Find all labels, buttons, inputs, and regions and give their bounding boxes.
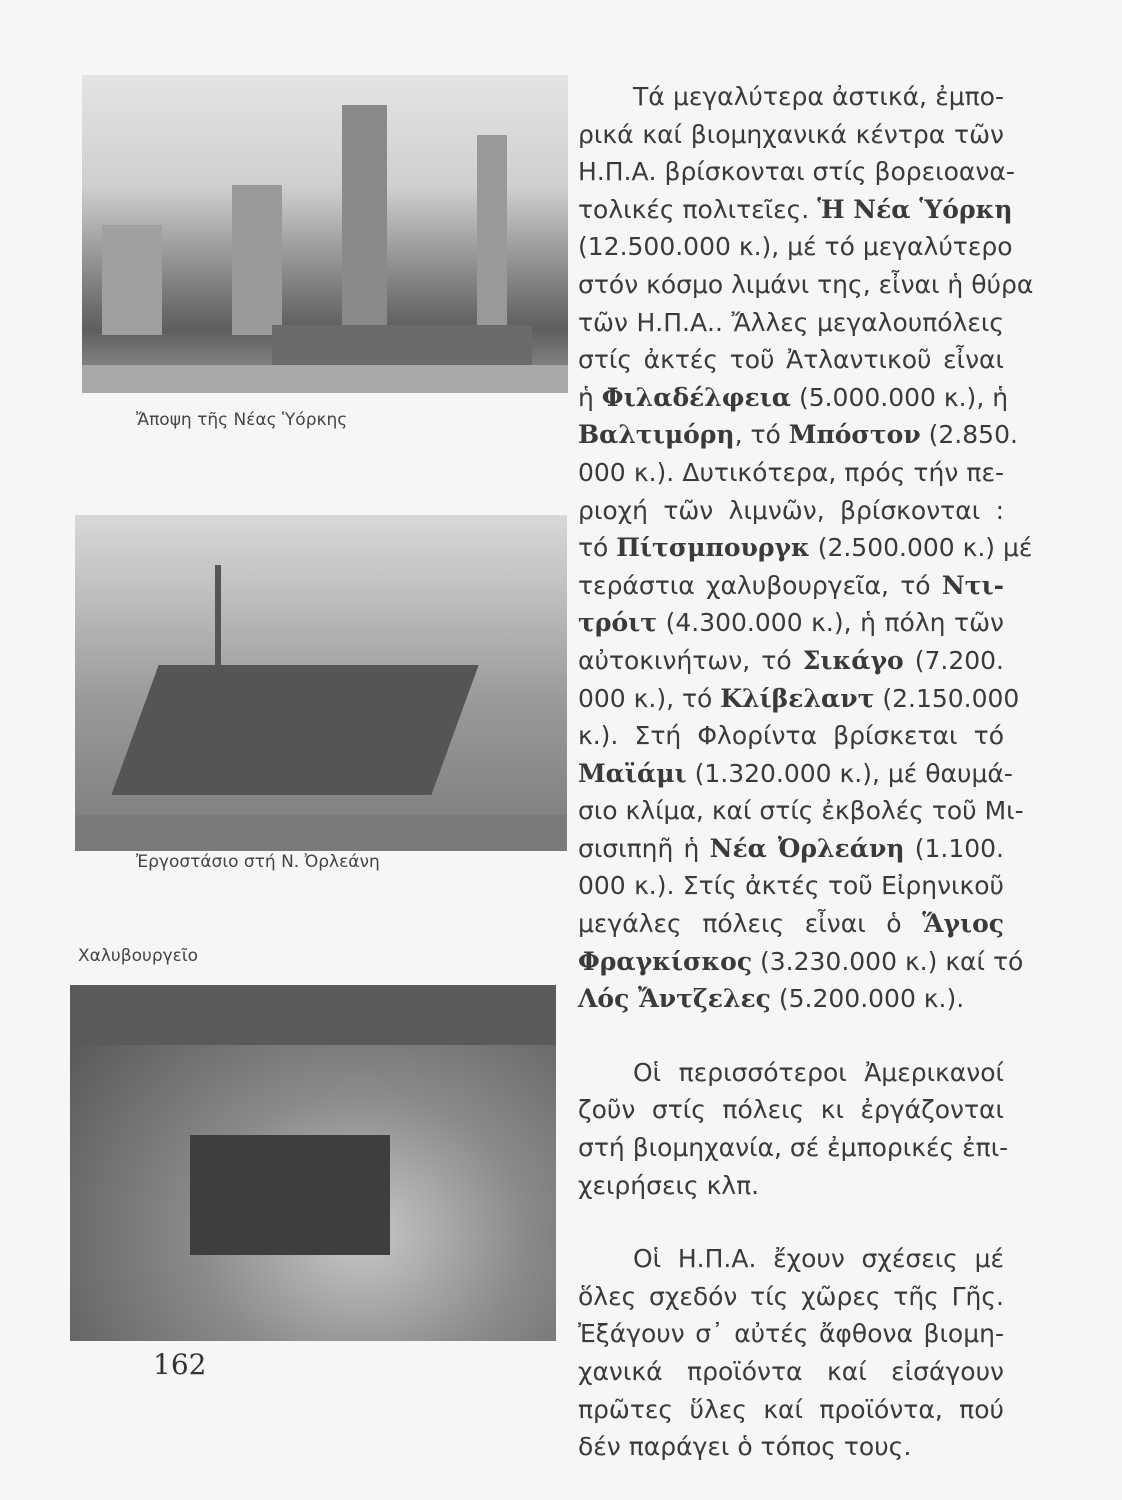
paragraph-gap xyxy=(578,1204,1004,1240)
text-segment: Ἐξάγουν σ᾿ αὐτές ἄφθονα βιομη- xyxy=(578,1319,1004,1349)
text-line xyxy=(578,1167,1004,1205)
text-line xyxy=(578,228,1013,266)
text-segment: 000 κ.). Στίς ἀκτές τοῦ Εἰρηνικοῦ xyxy=(578,871,1004,901)
text-segment: αὐτοκινήτων, τό xyxy=(578,645,803,675)
city-name: Μαϊάμι xyxy=(578,758,687,788)
text-segment: χειρήσεις κλπ. xyxy=(578,1170,760,1200)
text-segment: στίς ἀκτές τοῦ Ἀτλαντικοῦ εἶναι xyxy=(578,345,1004,375)
text-segment: μεγάλες πόλεις εἶναι ὁ xyxy=(578,909,923,939)
city-name: Νέα Ὀρλεάνη xyxy=(709,833,905,863)
text-line xyxy=(578,191,1013,229)
text-line xyxy=(578,1315,1004,1353)
text-line xyxy=(578,416,1018,454)
text-line xyxy=(578,604,1004,642)
text-line xyxy=(578,304,1004,342)
text-segment: (1.320.000 κ.), μέ θαυμά- xyxy=(686,758,1013,788)
new-york-caption: Ἄποψη τῆς Νέας Ὑόρκης xyxy=(136,410,348,430)
city-name: Φιλαδέλφεια xyxy=(601,382,791,412)
text-segment: (1.100. xyxy=(904,833,1004,863)
text-line xyxy=(578,943,1024,981)
text-line xyxy=(578,680,1020,718)
text-segment: (7.200. xyxy=(903,645,1005,675)
city-name: Ἅγιος xyxy=(922,909,1004,939)
text-line xyxy=(578,454,1004,492)
text-segment: (2.850. xyxy=(920,420,1018,450)
text-segment: 000 κ.). Δυτικότερα, πρός τήν πε- xyxy=(578,457,1004,487)
text-line xyxy=(578,341,1004,379)
text-line xyxy=(578,867,1004,905)
text-segment: ζοῦν στίς πόλεις κι ἐργάζονται xyxy=(578,1095,1004,1125)
text-segment: (2.500.000 κ.) μέ xyxy=(809,533,1033,563)
text-segment: ριοχή τῶν λιμνῶν, βρίσκονται : xyxy=(578,495,1004,525)
text-line xyxy=(578,78,1004,116)
text-line xyxy=(578,717,1004,755)
text-segment: ὅλες σχεδόν τίς χῶρες τῆς Γῆς. xyxy=(578,1281,1004,1311)
text-segment: (4.300.000 κ.), ἡ πόλη τῶν xyxy=(657,608,1004,638)
text-line xyxy=(578,755,1013,793)
city-name: Κλίβελαντ xyxy=(720,683,875,713)
page-number: 162 xyxy=(153,1348,207,1381)
text-segment: τεράστια χαλυβουργεῖα, τό xyxy=(578,570,942,600)
paragraph xyxy=(578,78,1034,1018)
text-line xyxy=(578,492,1004,530)
city-name: Λός Ἄντζελες xyxy=(578,984,771,1014)
text-line xyxy=(578,792,1024,830)
factory-caption: Ἐργοστάσιο στή Ν. Ὀρλεάνη xyxy=(136,852,380,872)
text-line xyxy=(578,116,1004,154)
text-segment: τολικές πολιτεῖες. xyxy=(578,194,818,224)
text-segment: Οἱ περισσότεροι Ἀμερικανοί xyxy=(633,1057,1004,1087)
text-segment: (5.200.000 κ.). xyxy=(770,984,965,1014)
text-line xyxy=(578,567,1004,605)
steelworks-photo xyxy=(70,985,556,1341)
text-line xyxy=(578,980,1004,1018)
text-line xyxy=(578,379,1009,417)
text-line xyxy=(578,1129,1009,1167)
text-segment: ρικά καί βιομηχανικά κέντρα τῶν xyxy=(578,119,1004,149)
text-line xyxy=(578,1353,1004,1391)
text-segment: δέν παράγει ὁ τόπος τους. xyxy=(578,1432,912,1462)
text-segment: κ.). Στή Φλορίντα βρίσκεται τό xyxy=(578,721,1004,751)
text-segment: σισιπηῆ ἡ xyxy=(578,833,710,863)
text-segment: (5.000.000 κ.), ἡ xyxy=(791,382,1009,412)
city-name: Φραγκίσκος xyxy=(578,946,753,976)
city-name: Μπόστον xyxy=(788,420,921,450)
text-segment: (3.230.000 κ.) καί τό xyxy=(752,946,1024,976)
factory-photo xyxy=(75,515,567,851)
new-york-photo xyxy=(82,75,568,393)
text-line xyxy=(578,830,1004,868)
paragraph xyxy=(578,1054,1009,1204)
text-line xyxy=(578,153,1015,191)
city-name: Ντι- xyxy=(941,570,1004,600)
text-segment: στή βιομηχανία, σέ ἐμπορικές ἐπι- xyxy=(578,1133,1009,1163)
text-segment: , τό xyxy=(734,420,789,450)
text-segment: πρῶτες ὕλες καί προϊόντα, πού xyxy=(578,1394,1004,1424)
text-line xyxy=(578,642,1004,680)
text-segment: ἡ xyxy=(578,382,602,412)
text-segment: στόν κόσμο λιμάνι της, εἶναι ἡ θύρα xyxy=(578,269,1034,299)
city-name: Σικάγο xyxy=(802,645,904,675)
paragraph-gap xyxy=(578,1018,1004,1054)
text-line xyxy=(578,905,1004,943)
text-line xyxy=(578,1054,1004,1092)
text-segment: τῶν Η.Π.Α.. Ἄλλες μεγαλουπόλεις xyxy=(578,307,1004,337)
steelworks-caption: Χαλυβουργεῖο xyxy=(78,946,199,966)
text-line xyxy=(578,1091,1004,1129)
text-segment: Τά μεγαλύτερα ἀστικά, ἐμπο- xyxy=(633,82,1004,111)
city-name: Βαλτιμόρη xyxy=(578,420,735,450)
text-line xyxy=(578,1428,1004,1466)
text-line xyxy=(578,1278,1004,1316)
text-segment: (12.500.000 κ.), μέ τό μεγαλύτερο xyxy=(578,232,1013,262)
paragraph xyxy=(578,1240,1004,1466)
text-segment: (2.150.000 xyxy=(874,683,1020,713)
text-segment: Οἱ Η.Π.Α. ἔχουν σχέσεις μέ xyxy=(633,1244,1004,1274)
text-line xyxy=(578,1240,1004,1278)
text-line xyxy=(578,529,1033,567)
text-line xyxy=(578,266,1034,304)
city-name: τρόιτ xyxy=(578,608,658,638)
text-segment: Η.Π.Α. βρίσκονται στίς βορειοανα- xyxy=(578,157,1015,187)
city-name: Πίτσμπουργκ xyxy=(616,533,810,563)
text-segment: χανικά προϊόντα καί εἰσάγουν xyxy=(578,1357,1004,1386)
text-segment: 000 κ.), τό xyxy=(578,683,721,713)
city-name: Ἡ Νέα Ὑόρκη xyxy=(817,194,1013,224)
text-segment: τό xyxy=(578,533,617,563)
text-line xyxy=(578,1391,1004,1429)
text-segment: σιο κλίμα, καί στίς ἐκβολές τοῦ Μι- xyxy=(578,796,1024,826)
body-text xyxy=(578,78,1034,1466)
